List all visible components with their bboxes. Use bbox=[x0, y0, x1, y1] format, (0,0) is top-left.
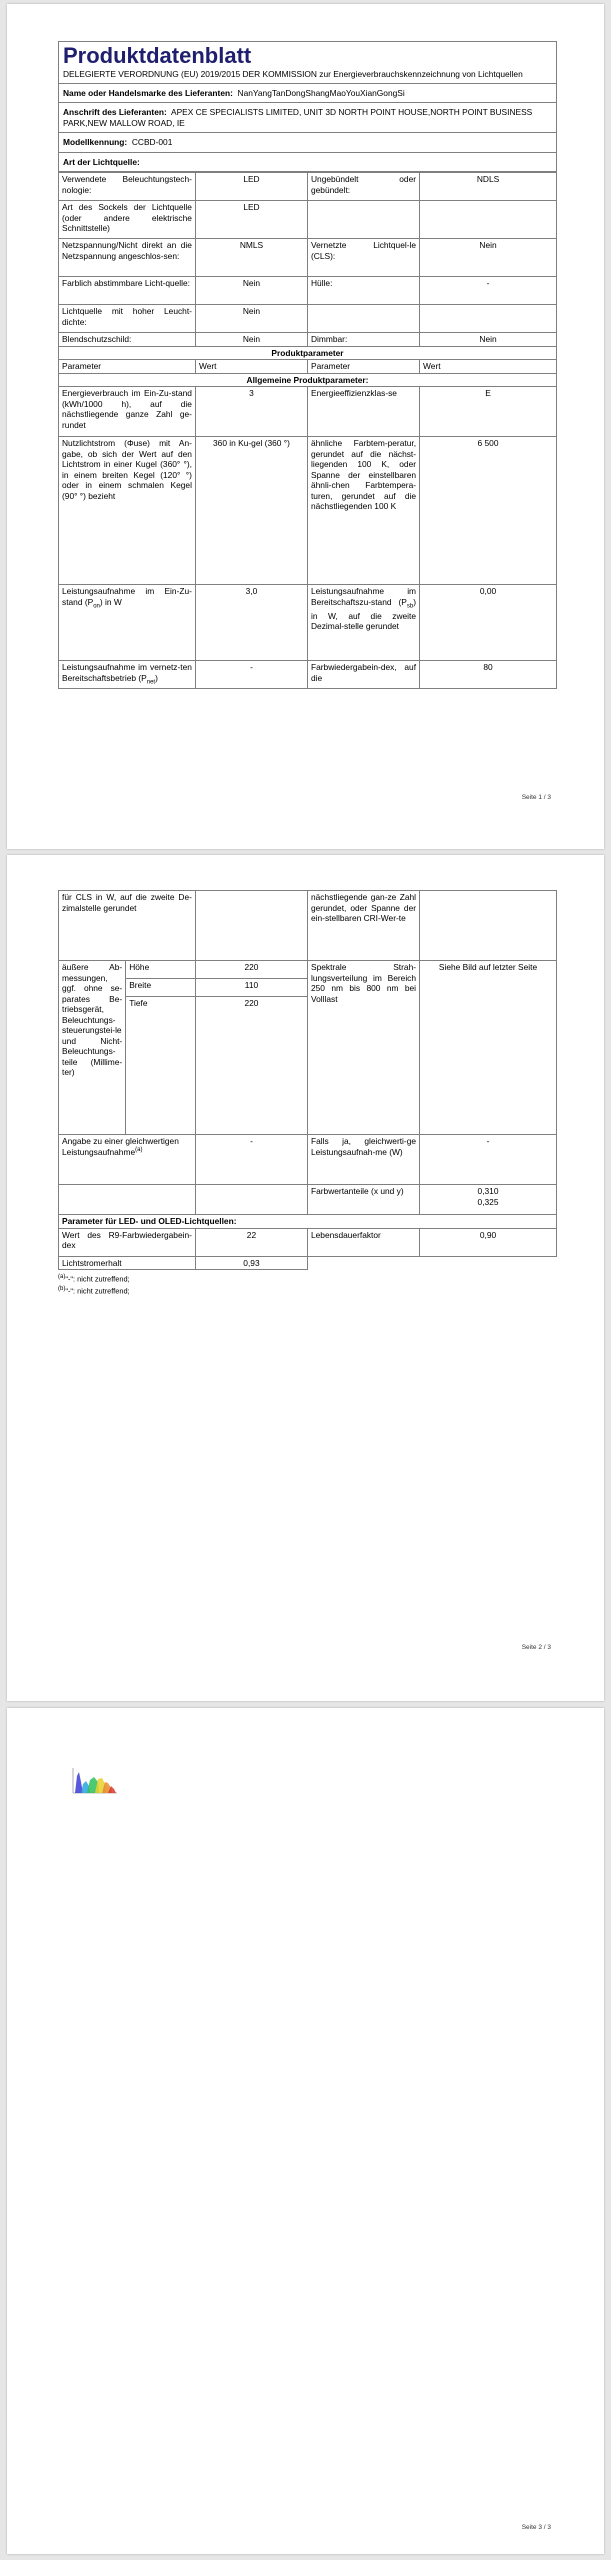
light-source-type-table bbox=[58, 172, 557, 689]
supplier-name-label: Name oder Handelsmarke des Lieferanten: bbox=[63, 87, 233, 98]
table-row bbox=[59, 437, 557, 585]
model-label: Modellkennung: bbox=[63, 137, 128, 148]
spectral-distribution-image bbox=[71, 1766, 119, 1796]
depth-label: Tiefe bbox=[126, 997, 196, 1135]
param-value: NDLS bbox=[420, 173, 557, 201]
model-row bbox=[58, 133, 557, 153]
param-label: Netzspannung/Nicht direkt an die Netzspannung angeschlos-sen: bbox=[59, 239, 196, 277]
param-value: - bbox=[420, 1135, 557, 1185]
model-id: CCBD-001 bbox=[131, 137, 173, 148]
product-params-heading: Produktparameter bbox=[59, 346, 557, 360]
supplier-name-row bbox=[58, 84, 557, 104]
param-value: 0,00 bbox=[420, 585, 557, 661]
param-label bbox=[59, 1185, 196, 1215]
table-row bbox=[59, 1228, 557, 1256]
empty-cell bbox=[307, 1256, 556, 1270]
param-value: 22 bbox=[195, 1228, 307, 1256]
param-label: Verwendete Beleuchtungstech-nologie: bbox=[59, 173, 196, 201]
param-value: 6 500 bbox=[420, 437, 557, 585]
table-row bbox=[59, 333, 557, 347]
param-label: ähnliche Farbtem-peratur, gerundet auf die nächst-liegenden 100 K, oder Spanne der einstellbaren ähnli-chen Farbtempera-turen, gerundet auf die nächstliegenden 100 K bbox=[307, 437, 419, 585]
param-label: Angabe zu einer gleichwertigen Leistungsaufnahme$^{(a)}$ bbox=[59, 1135, 196, 1185]
page-2 bbox=[7, 855, 604, 1701]
param-label: Blendschutzschild: bbox=[59, 333, 196, 347]
footnote-b: $^{(b)}$"-": nicht zutreffend; bbox=[58, 1285, 130, 1296]
spectrum-value: Siehe Bild auf letzter Seite bbox=[420, 961, 557, 1135]
param-value bbox=[420, 1185, 557, 1215]
general-params-heading: Allgemeine Produktparameter: bbox=[59, 373, 557, 387]
param-label: Ungebündelt oder gebündelt: bbox=[307, 173, 419, 201]
param-label: Farbwiedergabein-dex, auf die bbox=[307, 661, 419, 689]
page-3 bbox=[7, 1708, 604, 2554]
document-subtitle: DELEGIERTE VERORDNUNG (EU) 2019/2015 DER KOMMISSION zur Energieverbrauchskennzeichnung von Lichtquellen bbox=[58, 68, 557, 84]
param-value: E bbox=[420, 387, 557, 437]
param-value: - bbox=[420, 277, 557, 305]
width-value: 110 bbox=[195, 979, 307, 997]
table-row bbox=[59, 585, 557, 661]
param-label: für CLS in W, auf die zweite De-zimalstelle gerundet bbox=[59, 891, 196, 961]
table-row bbox=[59, 239, 557, 277]
height-value: 220 bbox=[195, 961, 307, 979]
param-value bbox=[420, 891, 557, 961]
param-value: - bbox=[195, 661, 307, 689]
table-row bbox=[59, 961, 557, 979]
column-header: Parameter bbox=[59, 360, 196, 374]
param-label bbox=[307, 201, 419, 239]
param-value bbox=[195, 1185, 307, 1215]
param-label: nächstliegende gan-ze Zahl gerundet, oder Spanne der ein-stellbaren CRI-Wer-te bbox=[307, 891, 419, 961]
column-header: Parameter bbox=[307, 360, 419, 374]
supplier-address-row bbox=[58, 103, 557, 133]
param-label: Art des Sockels der Lichtquelle (oder andere elektrische Schnittstelle) bbox=[59, 201, 196, 239]
led-params-heading: Parameter für LED- und OLED-Lichtquellen: bbox=[59, 1215, 557, 1229]
param-label: Wert des R9-Farbwiedergabein-dex bbox=[59, 1228, 196, 1256]
chroma-y: 0,325 bbox=[477, 1196, 499, 1207]
param-value: 3,0 bbox=[195, 585, 307, 661]
param-value: 360 in Ku-gel (360 °) bbox=[195, 437, 307, 585]
table-row bbox=[59, 1185, 557, 1215]
table-row bbox=[59, 891, 557, 961]
param-value: Nein bbox=[420, 333, 557, 347]
table-row bbox=[59, 277, 557, 305]
table-row bbox=[59, 1256, 557, 1270]
param-label: Nutzlichtstrom (Φuse) mit An-gabe, ob sich der Wert auf den Lichtstrom in einer Kugel (360° °), in einem breiten Kegel (120° °) oder in einem schmalen Kegel (90° °) bezieht bbox=[59, 437, 196, 585]
table-row bbox=[59, 1135, 557, 1185]
product-params-table-continued bbox=[58, 890, 557, 1270]
param-label: Energieeffizienzklas-se bbox=[307, 387, 419, 437]
param-label: Vernetzte Lichtquel-le (CLS): bbox=[307, 239, 419, 277]
page-1 bbox=[7, 4, 604, 849]
table-row bbox=[59, 387, 557, 437]
footnote-a: $^{(a)}$"-": nicht zutreffend; bbox=[58, 1274, 130, 1284]
param-value: - bbox=[195, 1135, 307, 1185]
table-row bbox=[59, 346, 557, 360]
param-value: 0,90 bbox=[420, 1228, 557, 1256]
param-label: Farbwertanteile (x und y) bbox=[307, 1185, 419, 1215]
param-value: LED bbox=[195, 173, 307, 201]
param-value: LED bbox=[195, 201, 307, 239]
param-label: Falls ja, gleichwerti-ge Leistungsaufnah-me (W) bbox=[307, 1135, 419, 1185]
param-value: Nein bbox=[195, 333, 307, 347]
supplier-address-label: Anschrift des Lieferanten: bbox=[63, 107, 167, 118]
param-value: 80 bbox=[420, 661, 557, 689]
param-value: 0,93 bbox=[195, 1256, 307, 1270]
table-row bbox=[59, 360, 557, 374]
param-value: Nein bbox=[195, 305, 307, 333]
page-1-content bbox=[58, 41, 557, 689]
width-label: Breite bbox=[126, 979, 196, 997]
param-label bbox=[307, 305, 419, 333]
param-label: Lebensdauerfaktor bbox=[307, 1228, 419, 1256]
spectrum-label: Spektrale Strah-lungsverteilung im Bereich 250 nm bis 800 nm bei Volllast bbox=[307, 961, 419, 1135]
page-number: Seite 3 / 3 bbox=[521, 2524, 551, 2531]
document-title: Produktdatenblatt bbox=[58, 41, 557, 68]
param-label: Leistungsaufnahme im vernetz-ten Bereitschaftsbetrieb $(P_{net})$ bbox=[59, 661, 196, 689]
dimensions-label: äußere Ab-messungen, ggf. ohne se-parates Be-triebsgerät, Beleuchtungs-steuerungstei-le und Nicht-Beleuchtungs-teile (Millime-ter) bbox=[59, 961, 126, 1135]
table-row bbox=[59, 173, 557, 201]
param-label: Energieverbrauch im Ein-Zu-stand (kWh/1000 h), auf die nächstliegende ganze Zahl ge-rundet bbox=[59, 387, 196, 437]
page-2-content bbox=[58, 890, 557, 1296]
depth-value: 220 bbox=[195, 997, 307, 1135]
param-value: 3 bbox=[195, 387, 307, 437]
param-value bbox=[195, 891, 307, 961]
param-value bbox=[420, 201, 557, 239]
column-header: Wert bbox=[195, 360, 307, 374]
param-label: Lichtstromerhalt bbox=[59, 1256, 196, 1270]
param-value: NMLS bbox=[195, 239, 307, 277]
column-header: Wert bbox=[420, 360, 557, 374]
supplier-name: NanYangTanDongShangMaoYouXianGongSi bbox=[237, 87, 405, 98]
table-row bbox=[59, 1215, 557, 1229]
light-source-type-heading: Art der Lichtquelle: bbox=[58, 153, 557, 173]
table-row bbox=[59, 305, 557, 333]
param-label: Farblich abstimmbare Licht-quelle: bbox=[59, 277, 196, 305]
param-label: Dimmbar: bbox=[307, 333, 419, 347]
param-label: Leistungsaufnahme im Ein-Zu-stand $(P_{on})$ in W bbox=[59, 585, 196, 661]
footnotes bbox=[58, 1273, 557, 1296]
page-number: Seite 1 / 3 bbox=[521, 794, 551, 801]
param-label: Lichtquelle mit hoher Leucht-dichte: bbox=[59, 305, 196, 333]
param-value: Nein bbox=[195, 277, 307, 305]
page-number: Seite 2 / 3 bbox=[521, 1644, 551, 1651]
supplier-address: APEX CE SPECIALISTS LIMITED, UNIT 3D NORTH POINT HOUSE,NORTH POINT BUSINESS PARK,NEW MALLOW ROAD, IE bbox=[63, 107, 533, 128]
table-row bbox=[59, 373, 557, 387]
param-value: Nein bbox=[420, 239, 557, 277]
param-label: Leistungsaufnahme im Bereitschaftszu-stand $(P_{sb})$ in W, auf die zweite Dezimal-stelle gerundet bbox=[307, 585, 419, 661]
param-value bbox=[420, 305, 557, 333]
chroma-x: 0,310 bbox=[477, 1186, 499, 1196]
height-label: Höhe bbox=[126, 961, 196, 979]
table-row bbox=[59, 661, 557, 689]
table-row bbox=[59, 201, 557, 239]
param-label: Hülle: bbox=[307, 277, 419, 305]
